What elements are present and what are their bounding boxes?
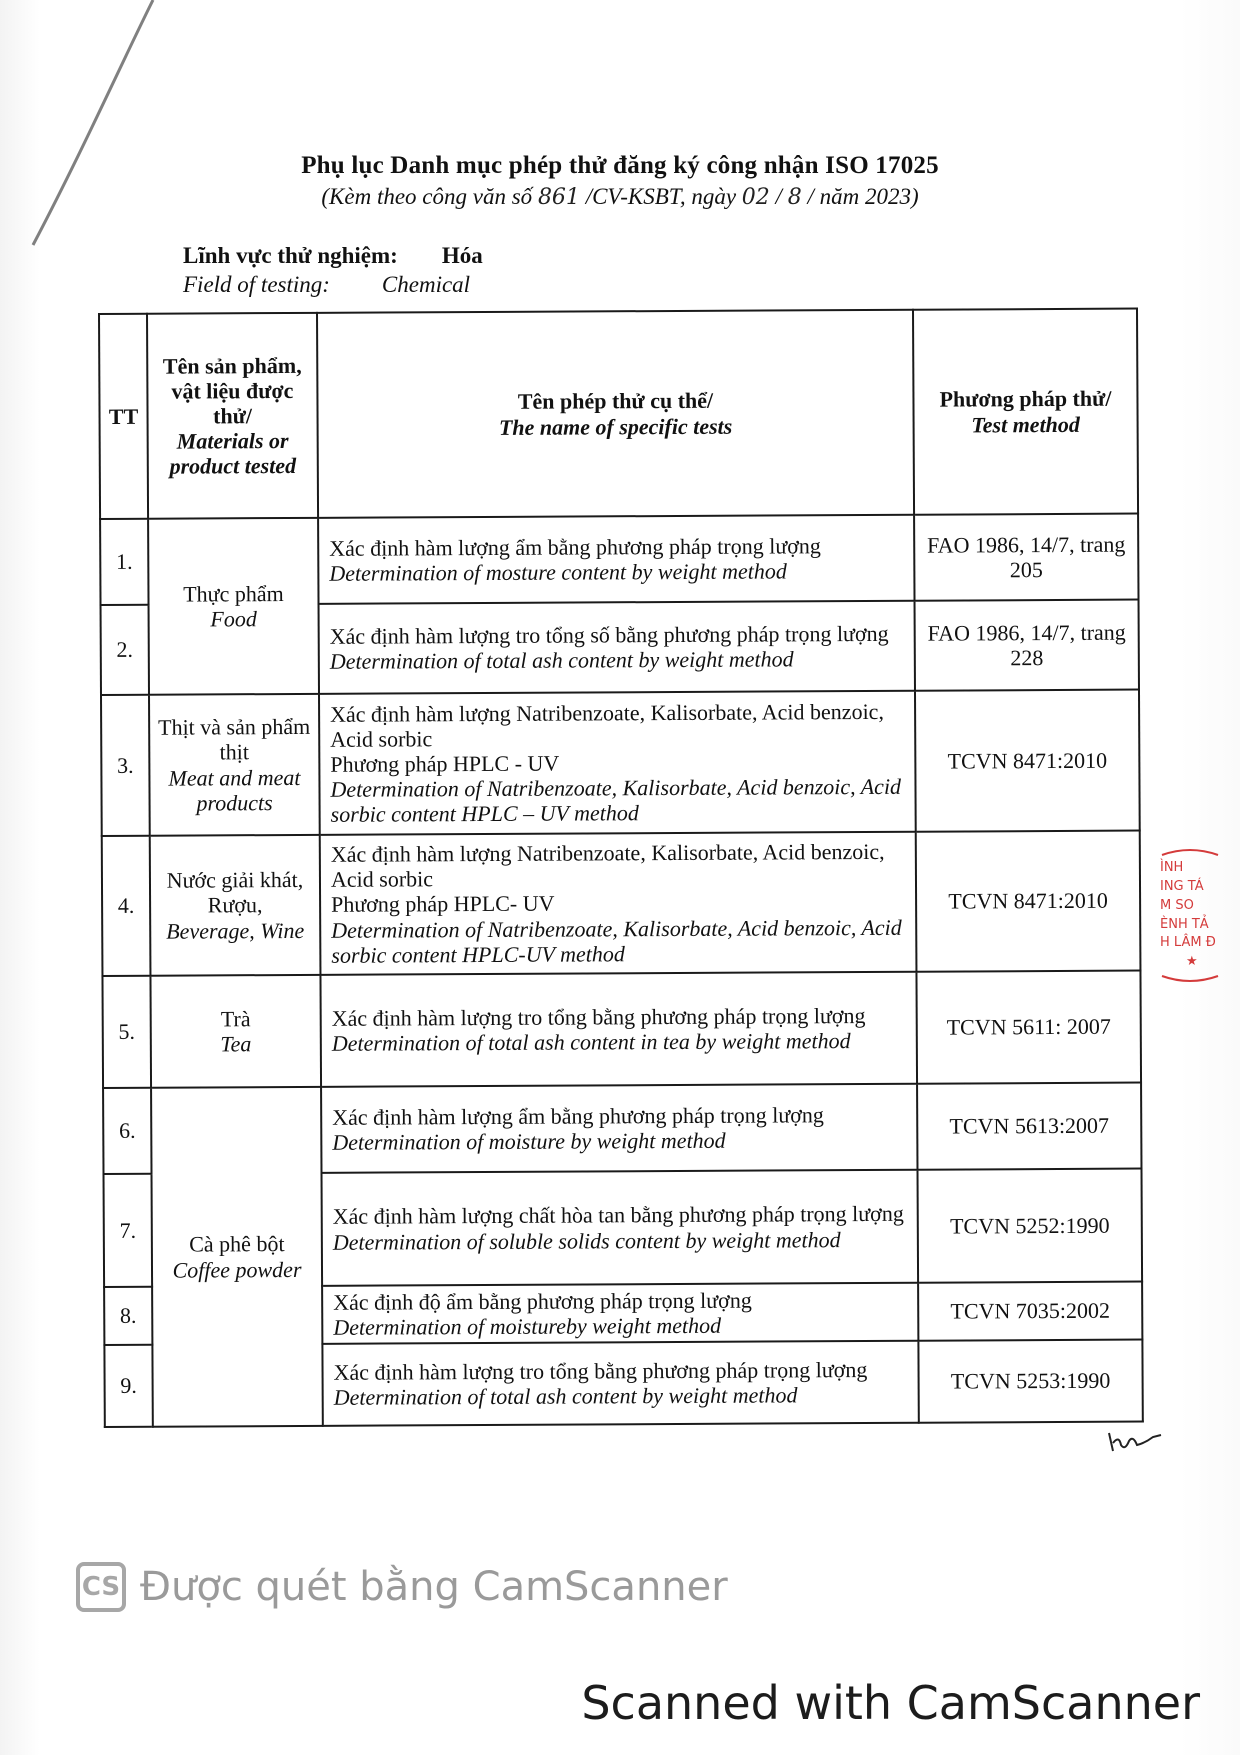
header-material-vi: Tên sản phẩm, vật liệu được thử/ xyxy=(162,352,302,429)
test-vi: Xác định hàm lượng ẩm bằng phương pháp trọng lượng xyxy=(332,1102,824,1130)
field-value-vi: Hóa xyxy=(441,243,483,268)
test-vi-method: Phương pháp HPLC - UV xyxy=(330,750,560,777)
row-number: 5. xyxy=(102,976,151,1088)
header-test-en: The name of specific tests xyxy=(498,413,733,440)
method-cell: TCVN 8471:2010 xyxy=(915,690,1140,832)
row-number: 7. xyxy=(104,1174,153,1287)
table-row xyxy=(101,690,1140,836)
table-row xyxy=(102,831,1141,976)
paper-fold-line xyxy=(28,0,158,250)
method-cell: TCVN 8471:2010 xyxy=(916,831,1141,972)
red-stamp xyxy=(1160,845,1228,1025)
subtitle-mid: /CV-KSBT, ngày xyxy=(585,184,737,209)
header-method xyxy=(913,309,1138,515)
test-vi: Xác định hàm lượng Natribenzoate, Kalisorbate, Acid benzoic, Acid sorbic xyxy=(330,698,884,752)
method-cell: TCVN 5613:2007 xyxy=(917,1083,1141,1170)
material-en: Food xyxy=(210,606,257,632)
header-tt: TT xyxy=(99,314,148,519)
field-label-vi: Lĩnh vực thử nghiệm: xyxy=(183,243,398,268)
handwritten-doc-number: 861 xyxy=(537,185,580,210)
handwritten-month: 8 xyxy=(787,185,802,210)
test-vi: Xác định hàm lượng tro tổng bằng phương pháp trọng lượng xyxy=(333,1356,868,1385)
material-cell xyxy=(150,835,321,976)
header-material-en: Materials or product tested xyxy=(169,428,297,479)
table-row xyxy=(102,971,1141,1088)
subtitle-sep: / xyxy=(775,184,782,209)
method-cell: TCVN 5252:1990 xyxy=(917,1169,1142,1283)
test-cell xyxy=(318,515,914,604)
material-en: Coffee powder xyxy=(172,1256,302,1283)
material-en: Beverage, Wine xyxy=(166,917,305,944)
test-en: Determination of total ash content by weight method xyxy=(329,646,794,674)
row-number: 1. xyxy=(100,519,148,605)
row-number: 2. xyxy=(101,605,149,695)
field-label-en: Field of testing: xyxy=(183,272,330,297)
method-cell: FAO 1986, 14/7, trang 228 xyxy=(915,600,1139,691)
row-number: 6. xyxy=(103,1088,151,1174)
table-header-row xyxy=(99,309,1138,519)
material-cell xyxy=(150,975,321,1088)
header-method-en: Test method xyxy=(971,411,1080,437)
test-vi: Xác định độ ẩm bằng phương pháp trọng lượng xyxy=(333,1287,752,1315)
test-en: Determination of moisture by weight method xyxy=(332,1127,726,1155)
field-of-testing-vi xyxy=(183,243,483,269)
material-vi: Nước giải khát, Rượu, xyxy=(166,867,304,918)
document-subtitle xyxy=(0,184,1240,210)
material-vi: Cà phê bột xyxy=(189,1231,285,1257)
test-cell xyxy=(319,601,915,694)
material-vi: Thịt và sản phẩm thịt xyxy=(158,714,311,765)
stamp-line: ÈNH TẢ xyxy=(1160,916,1209,932)
test-cell xyxy=(320,972,917,1087)
document-title: Phụ lục Danh mục phép thử đăng ký công nhận ISO 17025 xyxy=(301,152,939,179)
test-cell xyxy=(322,1283,918,1344)
subtitle-suffix: / năm 2023) xyxy=(807,184,919,209)
test-en: Determination of Natribenzoate, Kalisorbate, Acid benzoic, Acid sorbic content HPLC-UV method xyxy=(331,914,902,968)
material-en: Tea xyxy=(220,1031,252,1057)
stamp-line: ÌNH xyxy=(1160,860,1184,875)
stamp-arc-top xyxy=(1160,845,1220,859)
material-cell xyxy=(149,694,320,836)
camscanner-logo-icon: CS xyxy=(76,1562,126,1612)
material-vi: Trà xyxy=(220,1006,251,1032)
tests-table xyxy=(98,308,1144,1428)
test-cell xyxy=(321,1084,917,1173)
test-vi: Xác định hàm lượng chất hòa tan bằng phương pháp trọng lượng xyxy=(332,1201,904,1230)
test-vi: Xác định hàm lượng tro tổng số bằng phương pháp trọng lượng xyxy=(329,620,889,649)
stamp-star: ★ xyxy=(1186,954,1198,970)
camscanner-watermark-text: Được quét bằng CamScanner xyxy=(140,1564,728,1610)
row-number: 9. xyxy=(104,1345,152,1427)
header-test-vi: Tên phép thử cụ thể/ xyxy=(517,388,714,415)
test-en: Determination of mosture content by weight method xyxy=(329,558,787,586)
material-vi: Thực phẩm xyxy=(183,580,284,607)
subtitle-prefix: (Kèm theo công văn số xyxy=(321,184,533,209)
header-test xyxy=(317,310,914,518)
test-en: Determination of soluble solids content by weight method xyxy=(332,1226,841,1255)
table-row xyxy=(100,514,1138,605)
stamp-line: H LÂM Đ xyxy=(1160,935,1216,951)
test-en: Determination of total ash content by weight method xyxy=(333,1382,798,1410)
test-cell xyxy=(322,1341,918,1426)
table-row xyxy=(103,1083,1141,1174)
method-cell: TCVN 7035:2002 xyxy=(918,1282,1142,1341)
test-en: Determination of moistureby weight method xyxy=(333,1312,722,1340)
test-cell xyxy=(319,691,916,835)
test-cell xyxy=(322,1170,919,1286)
handwritten-day: 02 xyxy=(741,185,770,210)
method-cell: TCVN 5253:1990 xyxy=(918,1340,1142,1423)
test-vi: Xác định hàm lượng Natribenzoate, Kalisorbate, Acid benzoic, Acid sorbic xyxy=(330,839,885,893)
test-cell xyxy=(320,832,917,975)
field-value-en: Chemical xyxy=(381,272,471,297)
header-material xyxy=(147,313,318,519)
signature-mark xyxy=(1105,1425,1165,1455)
test-en: Determination of total ash content in tea by weight method xyxy=(331,1028,851,1056)
row-number: 4. xyxy=(102,836,151,976)
material-cell xyxy=(151,1087,323,1427)
stamp-line: ING TÁ xyxy=(1160,878,1204,894)
method-cell: TCVN 5611: 2007 xyxy=(916,971,1141,1084)
method-cell: FAO 1986, 14/7, trang 205 xyxy=(914,514,1138,601)
scanned-with-footer: Scanned with CamScanner xyxy=(581,1676,1200,1730)
material-en: Meat and meat products xyxy=(168,764,301,816)
test-vi: Xác định hàm lượng tro tổng bằng phương pháp trọng lượng xyxy=(331,1002,866,1031)
test-vi-method: Phương pháp HPLC- UV xyxy=(331,891,555,918)
camscanner-watermark xyxy=(76,1562,728,1612)
row-number: 3. xyxy=(101,695,150,836)
test-en: Determination of Natribenzoate, Kalisorbate, Acid benzoic, Acid sorbic content HPLC – UV method xyxy=(330,773,902,827)
row-number: 8. xyxy=(104,1287,152,1345)
header-method-vi: Phương pháp thử/ xyxy=(939,386,1112,413)
test-vi: Xác định hàm lượng ẩm bằng phương pháp trọng lượng xyxy=(329,533,821,561)
stamp-line: M SO xyxy=(1160,897,1194,913)
stamp-arc-bottom xyxy=(1160,972,1220,986)
material-cell xyxy=(148,518,319,695)
field-of-testing-en xyxy=(183,272,470,298)
